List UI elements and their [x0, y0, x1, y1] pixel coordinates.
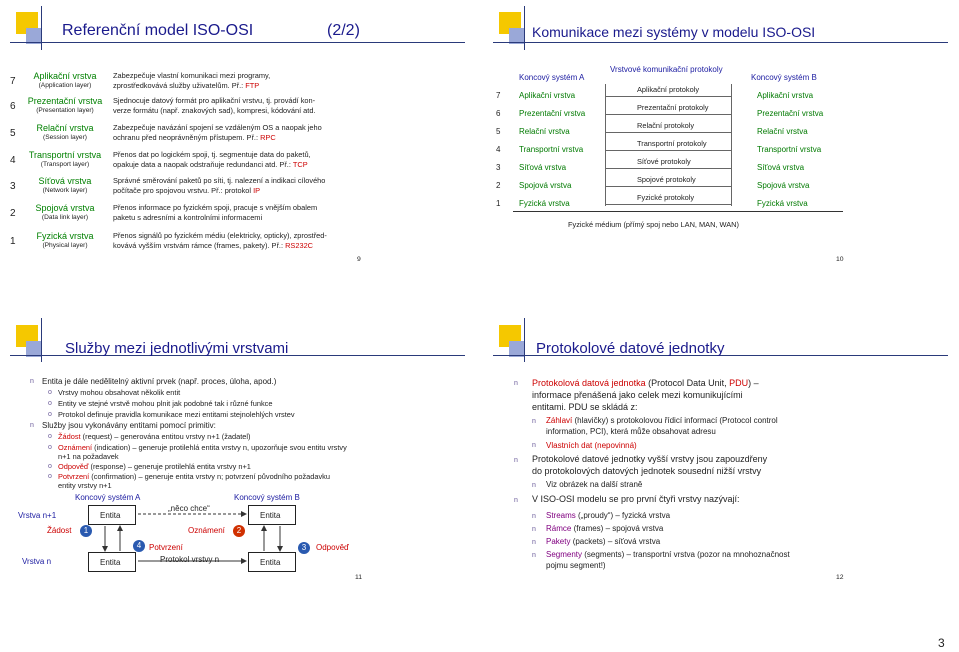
layer-number: 4 — [10, 155, 16, 166]
layer-number: 6 — [10, 101, 16, 112]
pdu-data: Vlastních dat (nepovinná) — [546, 441, 637, 450]
primitive-response: Odpověď (response) – generuje protilehlá entita vrstvy n+1 — [58, 462, 251, 471]
protocol-line — [605, 150, 731, 151]
protocol-label: Relační protokoly — [637, 121, 695, 130]
protocol-label: Transportní protokoly — [637, 139, 707, 148]
end-system-a-label: Koncový systém A — [75, 493, 141, 502]
step-1-badge: 1 — [80, 525, 92, 537]
pdu-packets: Pakety (packets) – síťová vrstva — [546, 537, 661, 546]
primitive-indication-cont: n+1 na požadavek — [58, 452, 119, 461]
protocol-line — [605, 186, 731, 187]
layer-description: Přenos informace po fyzickém spoji, pracuje s vnějším obalem — [113, 203, 318, 212]
physical-medium-label: Fyzické médium (přímý spoj nebo LAN, MAN, WAN) — [568, 220, 739, 229]
slide-number: 11 — [355, 574, 363, 581]
protocol-line — [605, 96, 731, 97]
layer-number: 1 — [496, 199, 501, 208]
layer-description: Správné směrování paketů po síti, tj. nalezení a indikaci cílového — [113, 176, 326, 185]
slide-number: 9 — [357, 256, 361, 263]
layer-description-cont: paketu s adresními a kontrolními informacemi — [113, 213, 263, 222]
system-b-layer: Relační vrstva — [757, 127, 808, 136]
layer-description-cont: verze formátu (např. znakových sad), kompresi, kódování atd. — [113, 106, 316, 115]
primitive-confirmation-cont: entity vrstvy n+1 — [58, 481, 112, 490]
request-label: Žádost — [47, 526, 72, 535]
encapsulation-point: Protokolové datové jednotky vyšší vrstvy jsou zapouzdřeny — [532, 454, 768, 464]
layer-name: Síťová vrstva — [38, 176, 92, 186]
layer-3 — [26, 177, 104, 195]
system-a-layer: Transportní vrstva — [519, 145, 584, 154]
layer-number: 2 — [496, 181, 501, 190]
system-b-layer: Spojová vrstva — [757, 181, 810, 190]
layer-name: Transportní vrstva — [28, 150, 102, 160]
slide-number: 10 — [836, 256, 844, 263]
pdu-names-heading: V ISO-OSI modelu se pro první čtyři vrstvy nazývají: — [532, 494, 740, 504]
layer-description: Sjednocuje datový formát pro aplikační vrstvu, tj. provádí kon- — [113, 96, 316, 105]
layer-7 — [26, 72, 104, 90]
encapsulation-point-cont: do protokolových datových jednotek sousední nižší vrstvy — [532, 466, 762, 476]
pdu-segments-cont: pojmu segment!) — [546, 561, 606, 570]
sub-point: Vrstvy mohou obsahovat několik entit — [58, 388, 181, 397]
see-figure-note: Viz obrázek na další straně — [546, 480, 643, 489]
step-3-badge: 3 — [298, 542, 310, 554]
layer-name: Fyzická vrstva — [36, 231, 94, 241]
system-b-layer: Síťová vrstva — [757, 163, 805, 172]
system-a-layer: Relační vrstva — [519, 127, 570, 136]
system-a-layer: Aplikační vrstva — [519, 91, 576, 100]
protocol-line — [605, 114, 731, 115]
layer-protocols-label: Vrstvové komunikační protokoly — [610, 65, 723, 74]
system-a-layer: Síťová vrstva — [519, 163, 567, 172]
layer-2 — [26, 204, 104, 222]
layer-description: Zabezpečuje vlastní komunikaci mezi programy, — [113, 71, 271, 80]
system-b-layer: Fyzická vrstva — [757, 199, 808, 208]
layer-number: 4 — [496, 145, 501, 154]
layer-english-name: (Network layer) — [42, 187, 88, 194]
primitives-heading: Služby jsou vykonávány entitami pomocí primitiv: — [42, 421, 216, 430]
layer-number: 5 — [496, 127, 501, 136]
system-a-layer: Fyzická vrstva — [519, 199, 570, 208]
layer-number: 7 — [10, 76, 16, 87]
layer-description: Přenos signálů po fyzickém médiu (elektricky, opticky), zprostřed- — [113, 231, 327, 240]
page-number: 3 — [938, 636, 945, 650]
layer-english-name: (Application layer) — [38, 82, 92, 89]
layer-4 — [26, 151, 104, 169]
slide-number: 12 — [836, 574, 844, 581]
system-a-layer: Spojová vrstva — [519, 181, 572, 190]
protocol-label: Aplikační protokoly — [637, 85, 700, 94]
end-system-b-label: Koncový systém B — [234, 493, 300, 502]
pdu-definition-cont: entitami. PDU se skládá z: — [532, 402, 638, 412]
indication-label: Oznámení — [188, 526, 225, 535]
protocol-line — [605, 168, 731, 169]
pdu-header: Záhlaví (hlavičky) s protokolovou řídicí informací (Protocol control — [546, 416, 778, 425]
protocol-line — [605, 132, 731, 133]
end-system-a-label: Koncový systém A — [519, 73, 585, 82]
layer-n1-label: Vrstva n+1 — [18, 511, 57, 520]
system-b-layer: Prezentační vrstva — [757, 109, 824, 118]
layer-english-name: (Transport layer) — [40, 161, 90, 168]
system-b-layer: Aplikační vrstva — [757, 91, 814, 100]
pdu-segments: Segmenty (segments) – transportní vrstva (pozor na mnohoznačnost — [546, 550, 790, 559]
layer-description: Zabezpečuje navázání spojení se vzdáleným OS a naopak jeho — [113, 123, 322, 132]
protocol-stack-left-line — [605, 84, 606, 206]
layer-name: Relační vrstva — [36, 123, 94, 133]
protocol-label: Fyzické protokoly — [637, 193, 695, 202]
protocol-stack-right-line — [731, 84, 732, 206]
protocol-label: Spojové protokoly — [637, 175, 696, 184]
sub-point: Entity ve stejné vrstvě mohou plnit jak podobné tak i různé funkce — [58, 399, 273, 408]
layer-number: 1 — [10, 236, 16, 247]
pdu-definition-cont: informace přenášená jako celek mezi komunikujícími — [532, 390, 743, 400]
primitive-request: Žádost (request) – generována entitou vrstvy n+1 (žadatel) — [58, 432, 251, 441]
pdu-definition: Protokolová datová jednotka (Protocol Data Unit, PDU) – — [532, 378, 759, 388]
entity-box-b-n: Entita — [248, 552, 296, 572]
layer-6 — [26, 97, 104, 115]
layer-description-cont: zprostředkovává služby uživatelům. Př.: FTP — [113, 81, 260, 90]
pdu-streams: Streams („proudy“) – fyzická vrstva — [546, 511, 671, 520]
layer-description-cont: kovává vyšším vrstvám rámce (frames, pakety). Př.: RS232C — [113, 241, 314, 250]
layer-number: 2 — [10, 208, 16, 219]
entity-box-b-n1: Entita — [248, 505, 296, 525]
layer-english-name: (Presentation layer) — [36, 107, 94, 114]
layer-n-label: Vrstva n — [22, 557, 52, 566]
primitive-confirmation: Potvrzení (confirmation) – generuje entita vrstvy n; potvrzení původního požadavku — [58, 472, 330, 481]
protocol-label: Síťové protokoly — [637, 157, 691, 166]
layer-1 — [26, 232, 104, 250]
sub-point: Protokol definuje pravidla komunikace mezi entitami stejnolehlých vrstev — [58, 410, 295, 419]
layer-name: Prezentační vrstva — [27, 96, 103, 106]
slide-title: Referenční model ISO-OSI — [62, 22, 254, 39]
layer-description-cont: opakuje data a naopak odstraňuje redundanci atd. Př.: TCP — [113, 160, 308, 169]
pdu-frames: Rámce (frames) – spojová vrstva — [546, 524, 664, 533]
response-label: Odpověď — [316, 543, 349, 552]
layer-number: 5 — [10, 128, 16, 139]
layer-description: Přenos dat po logickém spoji, tj. segmentuje data do paketů, — [113, 150, 311, 159]
slide-title: Komunikace mezi systémy v modelu ISO-OSI — [532, 24, 816, 40]
layer-number: 3 — [10, 181, 16, 192]
slide-title: Služby mezi jednotlivými vrstvami — [65, 340, 289, 357]
entity-definition: Entita je dále nedělitelný aktivní prvek (např. proces, úloha, apod.) — [42, 377, 277, 386]
medium-line — [513, 211, 843, 212]
system-a-layer: Prezentační vrstva — [519, 109, 586, 118]
layer-number: 3 — [496, 163, 501, 172]
layer-description-cont: počítače pro spojovou vrstvu. Př.: protokol IP — [113, 186, 261, 195]
system-b-layer: Transportní vrstva — [757, 145, 822, 154]
layer-english-name: (Data link layer) — [41, 214, 89, 221]
step-2-badge: 2 — [233, 525, 245, 537]
protocol-layer-n-label: Protokol vrstvy n — [160, 555, 220, 564]
wants-something-label: „něco chce“ — [168, 504, 210, 513]
pdu-header-cont: information, PCI), která může obsahovat adresu — [546, 427, 716, 436]
layer-number: 6 — [496, 109, 501, 118]
layer-name: Spojová vrstva — [35, 203, 95, 213]
layer-number: 7 — [496, 91, 501, 100]
layer-english-name: (Session layer) — [43, 134, 87, 141]
protocol-line — [605, 204, 731, 205]
confirmation-label: Potvrzení — [149, 543, 183, 552]
primitive-indication: Oznámení (indication) – generuje protilehlá entita vrstvy n, upozorňuje svou entitu vrstvy — [58, 443, 347, 452]
layer-name: Aplikační vrstva — [33, 71, 97, 81]
layer-description-cont: ochranu před neoprávněným přístupem. Př.: RPC — [113, 133, 276, 142]
entity-box-a-n: Entita — [88, 552, 136, 572]
layer-english-name: (Physical layer) — [42, 242, 88, 249]
protocol-label: Prezentační protokoly — [637, 103, 709, 112]
slide-title: Protokolové datové jednotky — [536, 340, 725, 357]
entity-box-a-n1: Entita — [88, 505, 136, 525]
layer-5 — [26, 124, 104, 142]
slide-subtitle: (2/2) — [327, 22, 360, 39]
end-system-b-label: Koncový systém B — [751, 73, 817, 82]
step-4-badge: 4 — [133, 540, 145, 552]
